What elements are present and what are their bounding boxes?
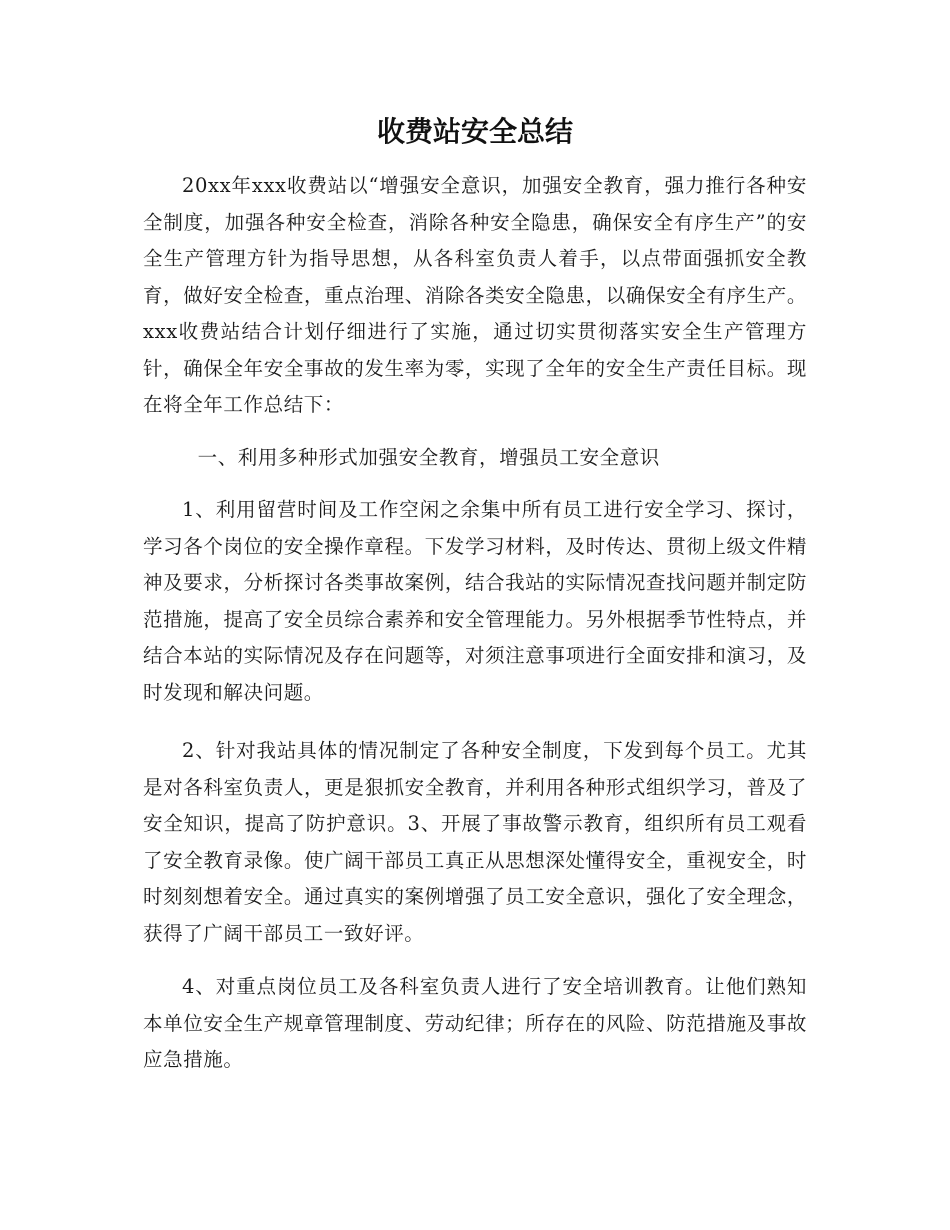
- paragraph-item-4: 4、对重点岗位员工及各科室负责人进行了安全培训教育。让他们熟知本单位安全生产规章管理制度、劳动纪律；所存在的风险、防范措施及事故应急措施。: [143, 975, 807, 1071]
- paragraph-item-1: 1、利用留营时间及工作空闲之余集中所有员工进行安全学习、探讨，学习各个岗位的安全操作章程。下发学习材料，及时传达、贯彻上级文件精神及要求，分析探讨各类事故案例，结合我站的实际情况查找问题并制定防范措施，提高了安全员综合素养和安全管理能力。另外根据季节性特点，并结合本站的实际情况及存在问题等，对须注意事项进行全面安排和演习，及时发现和解决问题。: [143, 498, 807, 704]
- paragraph-item-2-3: 2、针对我站具体的情况制定了各种安全制度，下发到每个员工。尤其是对各科室负责人，更是狠抓安全教育，并利用各种形式组织学习，普及了安全知识，提高了防护意识。3、开展了事故警示教育，组织所有员工观看了安全教育录像。使广阔干部员工真正从思想深处懂得安全，重视安全，时时刻刻想着安全。通过真实的案例增强了员工安全意识，强化了安全理念，获得了广阔干部员工一致好评。: [143, 739, 807, 945]
- section-heading: 一、利用多种形式加强安全教育，增强员工安全意识: [197, 446, 660, 469]
- intro-paragraph: 20xx年xxx收费站以“增强安全意识，加强安全教育，强力推行各种安全制度，加强各种安全检查，消除各种安全隐患，确保安全有序生产”的安全生产管理方针为指导思想，从各科室负责人着手，以点带面强抓安全教育，做好安全检查，重点治理、消除各类安全隐患，以确保安全有序生产。xxx收费站结合计划仔细进行了实施，通过切实贯彻落实安全生产管理方针，确保全年安全事故的发生率为零，实现了全年的安全生产责任目标。现在将全年工作总结下：: [143, 174, 807, 416]
- document-title: 收费站安全总结: [376, 115, 573, 148]
